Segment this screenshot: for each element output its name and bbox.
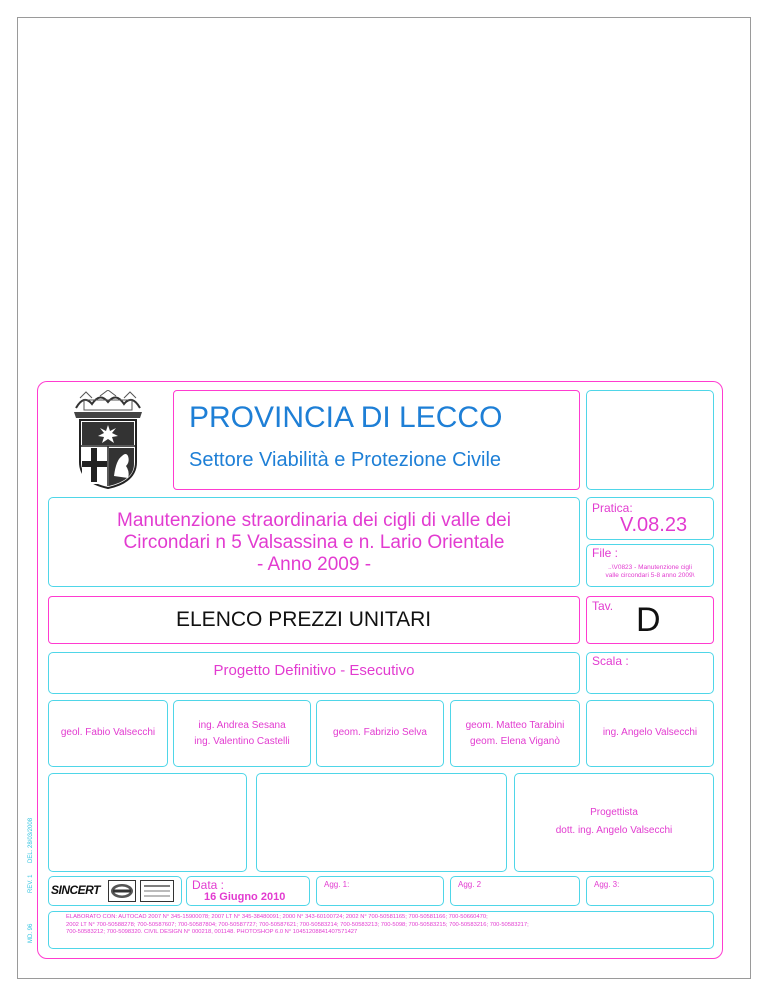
update-3-label: Agg. 3:	[594, 880, 620, 889]
file-path-line-1: ..\V0823 - Manutenzione cigli	[608, 564, 692, 571]
province-coat-of-arms	[70, 390, 146, 490]
logo-placeholder-box	[586, 390, 714, 490]
designer-box	[514, 773, 714, 872]
person-1: geol. Fabio Valsecchi	[60, 727, 156, 738]
project-title	[48, 510, 580, 576]
margin-rev: REV. 1	[28, 874, 34, 893]
margin-mod: MD. 96	[28, 923, 34, 943]
designer-label: Progettista	[590, 807, 638, 818]
pratica-label: Pratica:	[592, 501, 633, 515]
date-value: 16 Giugno 2010	[204, 891, 286, 903]
software-note-line-2: 2002 LT N° 700-50588278; 700-50587607; 700-50587804; 700-50587727; 700-50587621; 700-50583214; 700-50583213; 700-5098; 700-50583215; 700-50583216; 700-50583217;	[66, 921, 529, 928]
software-note	[66, 914, 529, 937]
update-1-label: Agg. 1:	[324, 880, 350, 889]
file-label: File :	[592, 546, 619, 560]
person-5: ing. Angelo Valsecchi	[602, 727, 698, 738]
certification-seal-icon	[108, 880, 136, 902]
tav-label: Tav.	[592, 599, 614, 613]
person-2a: ing. Andrea Sesana	[198, 720, 286, 731]
person-4	[450, 718, 580, 750]
software-note-line-1: ELABORATO CON: AUTOCAD 2007 N° 345-15900078; 2007 LT N° 345-38480091; 2000 N° 343-60100724; 2002 N° 700-50581165; 700-50581166; 700-50660470;	[66, 914, 488, 920]
person-2	[173, 718, 311, 750]
sincert-logo: SINCERT	[51, 883, 100, 897]
org-subtitle: Settore Viabilità e Protezione Civile	[189, 449, 502, 471]
certification-mark-icon	[140, 880, 174, 902]
file-path-line-2: valle circondari 5-8 anno 2009\	[605, 572, 695, 579]
project-line-1: Manutenzione straordinaria dei cigli di valle dei	[117, 510, 511, 531]
project-line-2: Circondari n 5 Valsassina e n. Lario Orientale	[123, 532, 505, 553]
signature-box-2	[256, 773, 507, 872]
person-2b: ing. Valentino Castelli	[194, 736, 290, 747]
document-title: ELENCO PREZZI UNITARI	[176, 608, 432, 631]
person-4b: geom. Elena Viganò	[470, 736, 560, 747]
file-path	[588, 564, 712, 580]
scala-label: Scala :	[592, 654, 629, 668]
designer-name: dott. ing. Angelo Valsecchi	[555, 825, 673, 836]
pratica-value: V.08.23	[620, 514, 688, 536]
signature-box-1	[48, 773, 247, 872]
org-title: PROVINCIA DI LECCO	[189, 401, 503, 434]
person-4a: geom. Matteo Tarabini	[465, 720, 565, 731]
person-3: geom. Fabrizio Selva	[333, 727, 427, 738]
tav-value: D	[636, 601, 661, 639]
phase-label: Progetto Definitivo - Esecutivo	[213, 662, 415, 679]
update-2-label: Agg. 2	[458, 880, 482, 889]
project-line-3: - Anno 2009 -	[256, 554, 372, 575]
software-note-line-3: 700-50583212; 700-5098320. CIVIL DESIGN N° 000218, 001148. PHOTOSHOP 6.0 N° 10451208841407571427	[66, 929, 358, 935]
margin-date: DEL. 28/03/2008	[28, 817, 34, 863]
date-label: Data :	[192, 878, 225, 892]
